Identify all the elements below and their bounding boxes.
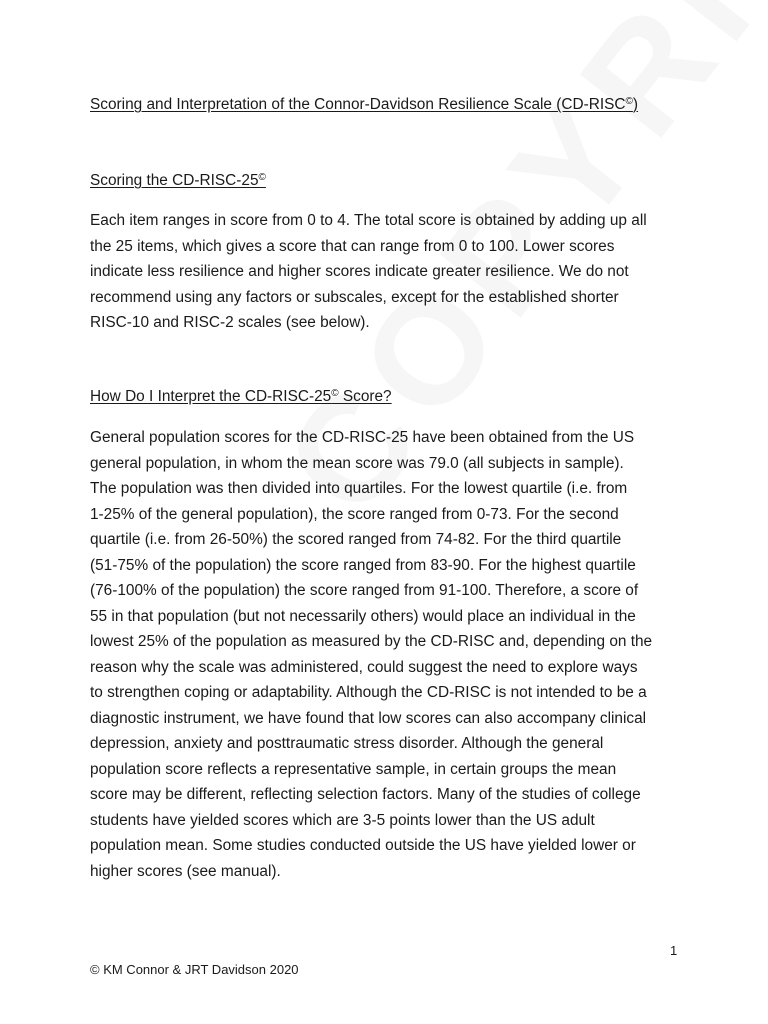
paragraph-line: quartile (i.e. from 26-50%) the scored ranged from 74-82. For the third quartile [90,531,622,548]
paragraph-line: score may be different, reflecting selection factors. Many of the studies of college [90,786,641,803]
paragraph-line: higher scores (see manual). [90,862,281,880]
paragraph-line: students have yielded scores which are 3-5 points lower than the US adult [90,811,595,829]
paragraph-line: Each item ranges in score from 0 to 4. The total score is obtained by adding up all [90,212,647,229]
paragraph-line: population mean. Some studies conducted outside the US have yielded lower or [90,837,636,854]
footer-copyright: © KM Connor & JRT Davidson 2020 [90,962,299,977]
document-title-close: ) [632,96,639,113]
interpret-paragraph [90,425,690,884]
interpret-heading-text: How Do I Interpret the CD-RISC-25 [90,388,332,405]
document-title-text: Scoring and Interpretation of the Connor-Davidson Resilience Scale (CD-RISC [90,96,626,113]
scoring-heading-text: Scoring the CD-RISC-25 [90,172,259,189]
paragraph-line: general population, in whom the mean score was 79.0 (all subjects in sample). [90,454,624,472]
paragraph-line: the 25 items, which gives a score that can range from 0 to 100. Lower scores [90,237,615,255]
interpret-heading [90,388,392,406]
scoring-heading [90,172,266,190]
paragraph-line: to strengthen coping or adaptability. Although the CD-RISC is not intended to be a [90,684,647,701]
paragraph-line: reason why the scale was administered, could suggest the need to explore ways [90,658,638,676]
document-title [90,96,638,114]
interpret-heading-tail: Score? [338,388,392,405]
copyright-mark: © [258,172,266,183]
paragraph-line: diagnostic instrument, we have found that low scores can also accompany clinical [90,709,647,727]
paragraph-line: The population was then divided into quartiles. For the lowest quartile (i.e. from [90,480,628,497]
paragraph-line: population score reflects a representative sample, in certain groups the mean [90,760,617,778]
paragraph-line: depression, anxiety and posttraumatic stress disorder. Although the general [90,735,604,752]
paragraph-line: indicate less resilience and higher scores indicate greater resilience. We do not [90,263,629,280]
paragraph-line: lowest 25% of the population as measured by the CD-RISC and, depending on the [90,633,653,650]
paragraph-line: 1-25% of the general population), the score ranged from 0-73. For the second [90,505,619,523]
copyright-mark: © [331,388,339,399]
paragraph-line: RISC-10 and RISC-2 scales (see below). [90,314,370,331]
paragraph-line: (51-75% of the population) the score ranged from 83-90. For the highest quartile [90,556,636,574]
page-number: 1 [670,943,678,958]
paragraph-line: 55 in that population (but not necessarily others) would place an individual in the [90,607,636,625]
paragraph-line: recommend using any factors or subscales, except for the established shorter [90,288,619,306]
paragraph-line: (76-100% of the population) the score ranged from 91-100. Therefore, a score of [90,582,639,599]
copyright-mark: © [625,96,633,107]
paragraph-line: General population scores for the CD-RISC-25 have been obtained from the US [90,429,635,446]
scoring-paragraph [90,208,690,336]
